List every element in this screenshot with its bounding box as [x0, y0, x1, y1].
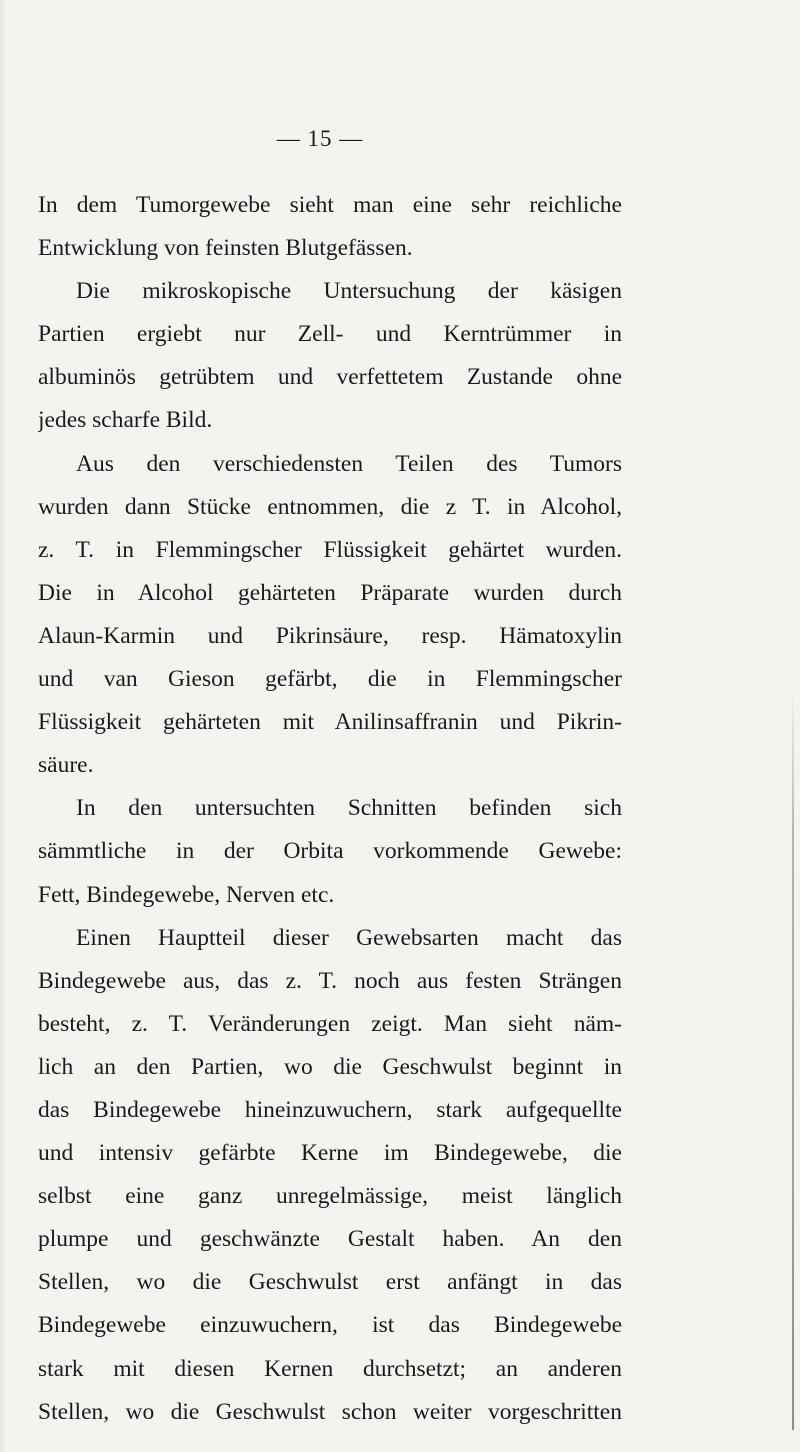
- page-number: — 15 —: [276, 126, 364, 151]
- text-line: selbst eine ganz unregelmässige, meist länglich: [38, 1183, 622, 1210]
- text-line: säure.: [38, 752, 94, 779]
- text-line: Alaun-Karmin und Pikrinsäure, resp. Hämatoxylin: [38, 622, 622, 649]
- text-line: lich an den Partien, wo die Geschwulst beginnt in: [38, 1053, 622, 1080]
- text-line: Bindegewebe einzuwuchern, ist das Bindegewebe: [38, 1312, 622, 1339]
- text-line: Partien ergiebt nur Zell- und Kerntrümmer in: [38, 321, 622, 348]
- text-line: plumpe und geschwänzte Gestalt haben. An den: [38, 1226, 622, 1253]
- page-edge-shadow: [0, 0, 6, 1452]
- text-line: Einen Hauptteil dieser Gewebsarten macht das: [76, 924, 622, 951]
- text-line: In dem Tumorgewebe sieht man eine sehr reichliche: [38, 192, 622, 218]
- text-line: und van Gieson gefärbt, die in Flemmingscher: [38, 666, 622, 693]
- text-line: sämmtliche in der Orbita vorkommende Gewebe:: [38, 838, 622, 865]
- scan-edge-line: [792, 690, 794, 1430]
- text-line: das Bindegewebe hineinzuwuchern, stark aufgequellte: [38, 1096, 622, 1123]
- text-line: und intensiv gefärbte Kerne im Bindegewebe, die: [38, 1140, 622, 1167]
- text-line: Stellen, wo die Geschwulst erst anfängt in das: [38, 1269, 622, 1296]
- text-line: jedes scharfe Bild.: [38, 407, 213, 434]
- text-line: Stellen, wo die Geschwulst schon weiter vorgeschritten: [38, 1398, 622, 1425]
- text-line: besteht, z. T. Veränderungen zeigt. Man sieht näm-: [38, 1010, 622, 1037]
- text-line: Die mikroskopische Untersuchung der käsigen: [76, 278, 622, 305]
- text-line: wurden dann Stücke entnommen, die z T. in Alcohol,: [38, 493, 622, 520]
- text-line: Flüssigkeit gehärteten mit Anilinsaffranin und Pikrin-: [38, 709, 622, 736]
- text-line: Die in Alcohol gehärteten Präparate wurden durch: [38, 579, 622, 606]
- text-line: z. T. in Flemmingscher Flüssigkeit gehärtet wurden.: [38, 536, 622, 563]
- text-line: stark mit diesen Kernen durchsetzt; an anderen: [38, 1355, 622, 1382]
- text-line: Entwicklung von feinsten Blutgefässen.: [38, 235, 413, 262]
- text-line: Aus den verschiedensten Teilen des Tumors: [76, 450, 622, 477]
- text-line: In den untersuchten Schnitten befinden sich: [76, 795, 622, 822]
- text-line: Fett, Bindegewebe, Nerven etc.: [38, 881, 335, 908]
- body-text: [38, 184, 622, 1434]
- text-line: albuminös getrübtem und verfettetem Zustande ohne: [38, 364, 622, 391]
- text-line: Bindegewebe aus, das z. T. noch aus festen Strängen: [38, 967, 622, 994]
